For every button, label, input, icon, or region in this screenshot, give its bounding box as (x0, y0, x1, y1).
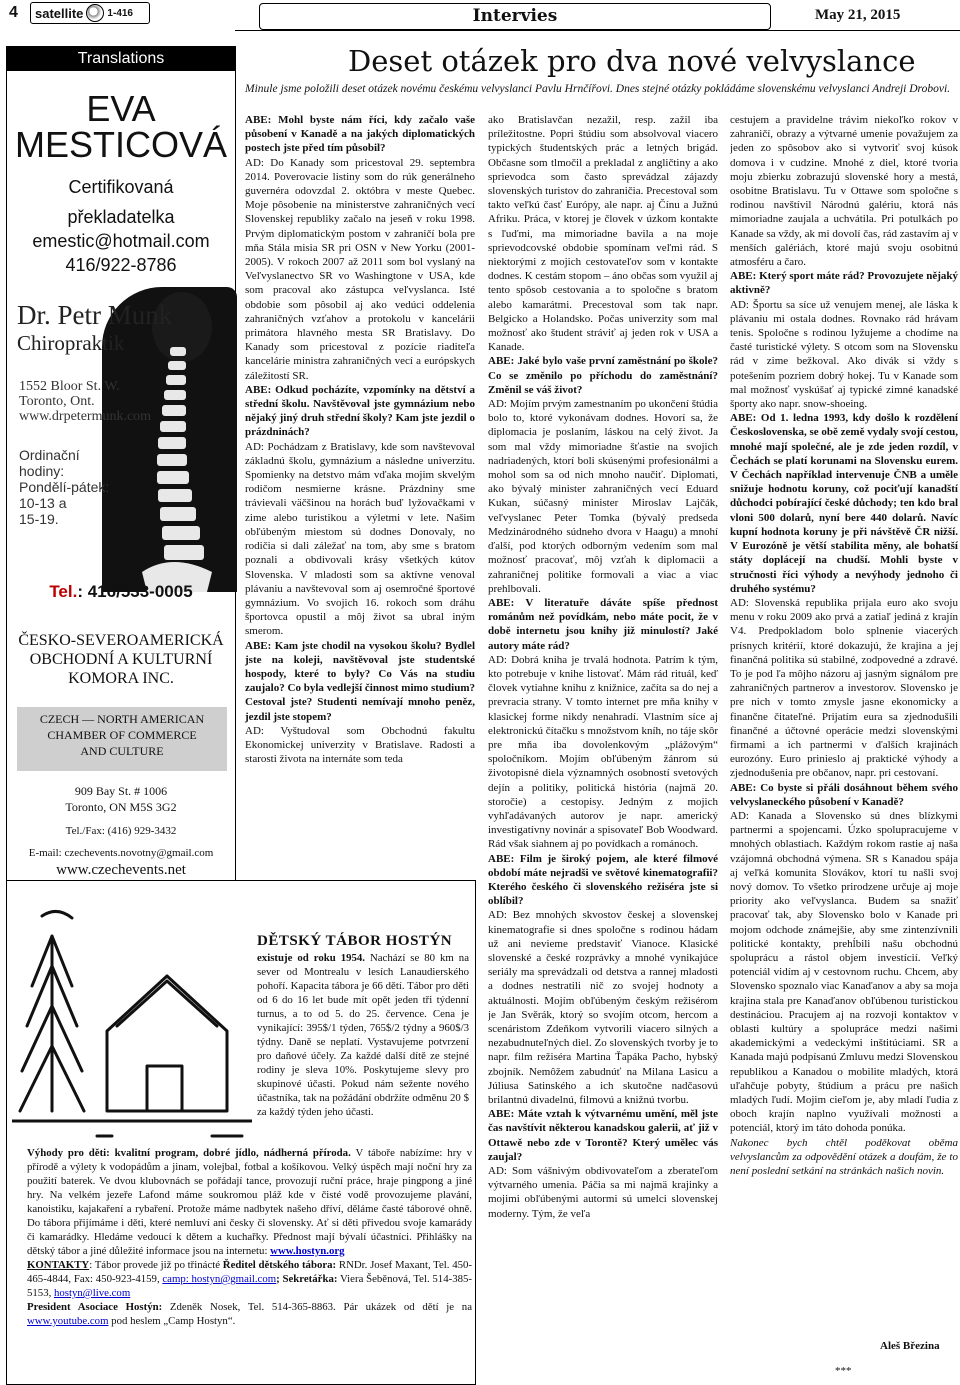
interview-question: ABE: Film je široký pojem, ale které filmové období máte nejradši ve světové kinematografii? Kterého českého či slovenského režiséra jste si oblíbil? (488, 852, 718, 908)
camp-description (257, 951, 469, 1119)
hours-line: hodiny: (19, 463, 65, 479)
doctor-title: Chiropraktik (17, 331, 125, 355)
secretary-text: Viera Šeběnová, Tel. 514-385-5153, (27, 1273, 472, 1299)
interview-question: ABE: Kam jste chodil na vysokou školu? Bydlel jste na koleji, navštěvoval jste studentské hospody, které to byly? Co Vás na studiu zaujalo? Co byla vedlejší činnost mimo studium? Cestoval jste? Studenti nemívají mnoho peněz, jezdil jste stopem? (245, 639, 475, 723)
logo-version: 1-416 (107, 7, 133, 19)
interview-question: ABE: Odkud pocházíte, vzpomínky na dětství a střední školu. Navštěvoval jste gymnázium nebo nějaký jiný druh střední školy? Kam jste jezdil o prázdninách? (245, 383, 475, 439)
translations-tab: Translations (6, 46, 236, 71)
address-line: Toronto, Ont. (19, 394, 95, 409)
secretary-email-link[interactable]: hostyn@live.com (54, 1287, 131, 1299)
translator-name-last: MESTICOVÁ (14, 124, 228, 165)
tel-number: : 416/533-0005 (77, 582, 193, 601)
logo-text: satellite (35, 5, 84, 21)
hours-line: Ordinační (19, 447, 80, 463)
chamber-website[interactable]: www.czechevents.net (56, 862, 186, 878)
translator-phone: 416/922-8786 (65, 255, 177, 275)
translator-name-first: EVA (86, 88, 156, 129)
camp-email-prefix[interactable]: camp: (162, 1273, 192, 1285)
globe-icon (86, 4, 104, 22)
end-stars: *** (835, 1365, 852, 1377)
doctor-phone (7, 582, 235, 602)
camp-email-link[interactable]: hostyn@gmail.com (191, 1273, 277, 1285)
satellite-logo (30, 2, 150, 24)
section-title: Intervies (259, 3, 771, 30)
tel-label: Tel. (49, 582, 78, 601)
article-intro: Minule jsme položili deset otázek novému českému velvyslanci Pavlu Hrnčířovi. Dnes stejné otázky pokládáme slovenskému velvyslanci Andreji Drobovi. (245, 83, 951, 95)
article-column-2 (488, 113, 718, 1378)
address-line: 1552 Bloor St. W. (19, 379, 120, 394)
interview-question: ABE: Od 1. ledna 1993, kdy došlo k rozdělení Československa, se obě země vydaly svojí cestou, mnohé mají společné, ale je zde jeden rozdíl, v Čechách se platí korunami na Slovensku eurem. V Čechách například intervenuje ČNB a uměle snižuje hodnotu koruny, což pociťují kanadští důchodci pobírající české důchody; ten kdo bral vloni 500 dolarů, nyní bere 440 dolarů. Navíc kupní hodnota koruny je při návštěvě ČR nižší. V Eurozóně je větší stabilita měny, ale bohatší státy doplácejí na chudší. Mohli byste v stručnosti říci výhody a nevýhody jednoho či druhého systému? (730, 412, 958, 595)
article-column-3 (730, 113, 958, 1348)
chamber-line: OBCHODNÍ A KULTURNÍ (29, 651, 213, 668)
camp-founded: existuje od roku 1954. (257, 952, 365, 964)
hours-line: 10-13 a (19, 495, 67, 511)
chamber-street: 909 Bay St. # 1006 (74, 784, 168, 798)
issue-date: May 21, 2015 (815, 7, 901, 23)
camp-benefits: Výhody pro děti: kvalitní program, dobré jídlo, nádherná příroda. (27, 1147, 351, 1159)
interview-answer: AD: Pochádzam z Bratislavy, kde som navštevoval základnú školu, gymnázium a následne univerzitu. Spomienky na detstvo mám vďaka mojim skvelým rodičom nesmierne krásne. Prázdniny sme trávievali väčšinou na horách buď lyžovačkami v zime alebo turistikou a výletmi v lete. Našim obľúbeným miestom sú dodnes Donovaly, no rodičia si dali záležať na tom, aby sme s bratom poznali a obdivovali krásy všetkých kútov Slovenska. V mladosti som sa aktívne venoval plávaniu a navštevoval som aj osemročné športové gymnázium. Vo svojich 16. rokoch som dráhu športovca opustil a môj život sa ubral iným smerom. (245, 440, 475, 638)
article-column-1 (245, 113, 475, 883)
camp-web-link[interactable]: www.hostyn.org (270, 1245, 345, 1257)
chamber-en-line: CHAMBER OF COMMERCE (47, 728, 197, 742)
youtube-tail: pod heslem „Camp Hostyn“. (108, 1315, 236, 1327)
director-text: RNDr. Josef Maxant, Tel. 450-465-4844, Fax: 450-923-4159, (27, 1259, 472, 1285)
camp-info (27, 1146, 472, 1328)
president-text: Zdeněk Nosek, Tel. 514-365-8863. Pár ukázek od dětí je na (162, 1301, 472, 1313)
contacts-label: KONTAKTY (27, 1259, 90, 1271)
doctor-address (19, 379, 151, 424)
hours-line: 15-19. (19, 511, 59, 527)
interview-question: ABE: Jaké bylo vaše první zaměstnání po škole? Co se změnilo po příchodu do zaměstnání? Změnil se váš život? (488, 355, 718, 396)
cert-line1: Certifikovaná (68, 177, 174, 197)
camp-drawing (12, 896, 252, 1141)
chamber-email[interactable]: E-mail: czechevents.novotny@gmail.com (28, 847, 214, 859)
interview-answer: AD: Som vášnivým obdivovateľom a zberateľom výtvarného umenia. Páčia sa mi najmä krajinky a mojimi obľúbenými autormi sú umelci slovenskej moderny. Tým, že veľa (488, 1165, 718, 1220)
interview-answer: ako Bratislavčan nezažil, resp. zažil iba príležitostne. Popri štúdiu som absolvoval viacero typických študentských prác a letných brigád. Občasne som tlmočil a prekladal z angličtiny a ako sprievodca som často sprevádzal zájazdy slovenských turistov do zahraničia. Precestoval som takto veľkú časť Európy, ale napr. aj Čínu a Južnú Afriku. Práca, v ktorej je človek v úzkom kontakte s ľuďmi, ma mimoriadne bavila a na moje sprievodcovské obdobie spomínam veľmi rád. S niektorými z mojich cestovateľov som v kontakte dodnes. K cestám stopom – áno občas som využil aj tento spôsob cestovania a to spoločne s bratom alebo kamarátmi. Precestoval som tak napr. Belgicko a Holandsko. Počas univerzity som mal možnosť ako študent stráviť aj jeden rok v USA a Kanade. (488, 114, 718, 354)
youtube-link[interactable]: www.youtube.com (27, 1315, 109, 1327)
interview-question: ABE: V literatuře dáváte spíše přednost románům než povídkám, nebo máte pocit, že v době internetu jsou knihy již minulostí? Jaké autory máte rád? (488, 596, 718, 652)
translator-email[interactable]: emestic@hotmail.com (32, 231, 210, 251)
contacts-text: : Tábor provede již po třinácté (89, 1259, 223, 1271)
chamber-telfax: Tel./Fax: (416) 929-3432 (65, 825, 177, 837)
doctor-name: Dr. Petr Munk (17, 300, 173, 330)
interview-question: ABE: Máte vztah k výtvarnému umění, měl jste čas navštívit některou kanadskou galerii, ať již v Ottawě nebo zde v Torontě? Který umělec vás zaujal? (488, 1108, 718, 1163)
president-label: President Asociace Hostýn: (27, 1301, 163, 1313)
author-signature: Aleš Březina (880, 1340, 940, 1352)
interview-answer: AD: Vyštudoval som Obchodnú fakultu Ekonomickej univerzity v Bratislave. Radosti a starosti života na internáte som teda (245, 724, 475, 766)
chamber-line: ČESKO-SEVEROAMERICKÁ (18, 632, 224, 649)
interview-answer: AD: Mojím prvým zamestnaním po ukončení štúdia bolo to, ktoré vykonávam dodnes. Hovorí sa, že diplomacia je poslaním, láskou na celý život. Ja som mal vždy mimoriadne šťastie na svojich nadriadených, ktorí boli skúsenými profesionálmi a mohol som sa od nich mnoho naučiť. Diplomati, ako bývalý minister zahraničných vecí Eduard Kukan, súčasný minister Miroslav Lajčák, veľvyslanec Peter Tomka (bývalý predseda Medzinárodného súdneho dvora v Haagu) a mnohí ďalší, pod ktorých odborným vedením som mal možnosť pracovať, môj vzťah k diplomacii a zahraničnej politike formovali a viac a viac prehlbovali. (488, 398, 718, 595)
camp-details: Nachází se 80 km na sever od Montrealu v lesích Lanaudierského pohoří. Kapacita tábora je 66 dětí. Tábor pro děti od 6 do 16 let bude mít opět jeden tři týdenní turnus, a to od 5. do 25. července. Cena je vynikající: 395$/1 týden, 765$/2 týdny a 960$/3 týdny. Daně se neplatí. Vystavujeme potvrzení pro daňové účely. Za každé další dítě ze stejné rodiny je sleva 10%. Poskytujeme slevy pro skupinové účasti. Pokud nám sežente nového účastníka, tak na požádání obdržíte odměnu 20 $ za každý týden jeho účasti. (257, 952, 469, 1118)
chamber-en-line: CZECH — NORTH AMERICAN (39, 712, 205, 726)
header-divider (235, 30, 960, 31)
interview-question: ABE: Mohl byste nám říci, kdy začalo vaše působení v Kanadě a na jakých diplomatických postech jste před tím působil? (245, 114, 475, 155)
chamber-city: Toronto, ON M5S 3G2 (65, 800, 177, 814)
secretary-label: ; Sekretářka: (276, 1273, 338, 1285)
chamber-en-line: AND CULTURE (80, 744, 164, 758)
cert-line2: překladatelka (67, 207, 175, 227)
interview-question: ABE: Co byste si přáli dosáhnout během svého velvyslaneckého působení v Kanadě? (730, 781, 958, 808)
interview-question: ABE: Který sport máte rád? Provozujete nějaký aktivně? (730, 270, 958, 297)
director-label: Ředitel dětského tábora: (222, 1259, 337, 1271)
camp-activities: V táboře nabízíme: hry v přírodě a výlety k vodopádům a jinam, volejbal, fotbal a košíkovou. Velký úspěch mají noční hry za použití baterek. Ve dvou klubovnách se pořádají tance, provozují ruční práce, hraje pingpong a jiné hry. Na velkém jezeře Lafond máme soukromou pláž kde v čisté vodě provozujeme plavání, kanoistiku, kajakaření a rybaření. Protože máme nadbytek našeho dříví, děláme časté táborové ohně. Do tábora přijímáme i děti, které nemluví ani česky či slovensky. Ať si děti přivedou svoje kamarády či kamarádky. Hledáme vedoucí k dětem a kuchařky. Přednost mají bývalí účastníci. Přihlášky na dětský tábor a jiné důležité informace jsou na internetu: (27, 1147, 472, 1257)
interview-answer: AD: Bez mnohých skvostov českej a slovenskej kinematografie si dnes spoločne s rodinou hádam už ani nevieme predstaviť Vianoce. Klasické slovenské a české rozprávky a mnohé vynikajúce seriály ma sprevádzali od detstva a rannej mladosti a dodnes nestratili nič zo svojej hodnoty a aktuálnosti. Mojím obľúbeným českým režisérom je Jan Svěrák, ktorý so svojím otcom, hercom a scenáristom Zdeňkom vytvorili viacero silných a nezabudnuteľných diel. Zo slovenských tvorby je to napr. film režiséra Martina Ťapáka Pacho, hybský zbojník. Nemôžem zabudnúť na Milana Lasicu a Júliusa Satinského a ich skutočne nadčasovú brilantnú divadelnú, filmovú a knižnú tvorbu. (488, 909, 718, 1107)
chamber-line: KOMORA INC. (68, 670, 174, 687)
interview-answer: AD: Kanada a Slovensko sú dnes blízkymi partnermi a spojencami. Úzko spolupracujeme v mnohých oblastiach. Každým rokom rastie aj naša vzájomná obchodná výmena. SR s Kanadou spája aj veľká komunita Slovákov, ktorí tu našli svoj nový domov. To všetko prirodzene určuje aj moje priority ako veľvyslanca. Budem sa snažiť pracovať tak, aby Slovensko bolo v Kanade pri mojom odchode známejšie, aby sme zintenzívnili politické kontakty, prehĺbili našu obchodnú spoluprácu a rástol objem investícií. Veľký potenciál vidím aj v cestovnom ruchu. Chcem, aby Slovensko spoznalo viac Kanaďanov a aby sa moja krajina stala pre Kanaďanov obľúbenou turistickou destináciou. Pracujem aj na rozvoji kontaktov v oblasti kultúry a spolupráce medzi našimi akademickými a vedeckými inštitúciami. SR a Kanada majú podpísanú Zmluvu medzi Slovenskou republikou a Kanadou o mobilite mladých, ktorá uľahčuje pobyty, štúdium a prácu pre našich mladých ľudí. Mojim cieľom je, aby mladí ľudia z oboch krajín naplno využívali možnosti a potenciál, ktorý im táto dohoda ponúka. (730, 809, 958, 1135)
chamber-address (7, 783, 235, 815)
interview-answer: cestujem a pravidelne trávim niekoľko rokov v zahraničí, obrazy a výtvarné umenie považujem za jeden zo spôsobov ako si vytvoriť svoj kúsok domova i v cudzine. Mnohé z diel, ktoré tvoria moju zbierku zobrazujú slovenské hory a mestá, osobitne Bratislavu. Tu v Ottawe som spoločne s rodinou navštívil Národnú galériu, ktorá nás mimoriadne zaujala a uchvátila. Pri potulkách po Kanade sa vždy, ak mi dovolí čas, rád zastavím aj v menších galériách, ktoré majú svoju osobitnú atmosféru a čaro. (730, 114, 958, 269)
office-hours (19, 447, 109, 527)
interview-answer: AD: Slovenská republika prijala euro ako svoju menu v roku 2009 ako prvá a zatiaľ jediná z krajín V4. Predpokladom bolo splnenie viacerých prísnych kritérií, ktoré dokazujú, že krajina a jej finančná politika sú stabilné, zodpovedné a zdravé. To je pod ľa môjho názoru aj jasným signálom pre zahraničných partnerov a investorov. Slovensko je pre nich v tomto zmysle jasne ekonomicky a finančne čitateľné. Prijatím eura sa zjednodušili finančné a účtovné operácie medzi slovenskými firmami a ich partnermi v ďalších krajinách eurozóny. Euro prinieslo aj praktické výhody a zjednodušenia pre občanov, napr. pri cestovaní. (730, 596, 958, 780)
camp-ad (6, 880, 476, 1385)
interview-answer: Nakonec bych chtěl poděkovat oběma velvyslancům za odpovědění otázek a doufám, že to není poslední setkání na stránkách našich novin. (730, 1136, 958, 1178)
doctor-website[interactable]: www.drpetermunk.com (19, 409, 152, 424)
camp-title: DĚTSKÝ TÁBOR HOSTÝN (257, 933, 453, 949)
interview-answer: AD: Dobrá kniha je trvalá hodnota. Patrím k tým, kto potrebuje v knihe listovať. Mám rád rituál, keď človek vytiahne knihu z knižnice, začíta sa do nej a prevracia strany. V tomto internet pre mňa knihy v klasickej forme nikdy nenahradí. Vlastním síce aj elektronickú čítačku s množstvom kníh, no táje skôr pre mňa iba dovolenkovým „plážovým“ spoločníkom. Mojím obľúbeným žánrom sú životopisné diela významných osobností svetových dejín a politiky, politická história (najmä 20. storočie) a cestopisy. Jedným z mojich vyhľadávaných autorov je napr. americký investigatívny novinár a spisovateľ Bob Woodward. Rád však siahnem aj po povídkach a románoch. (488, 653, 718, 851)
chamber-name (7, 631, 235, 688)
article-title: Deset otázek pro dva nové velvyslance (348, 44, 916, 78)
hours-line: Pondělí-pátek: (19, 479, 110, 495)
interview-answer: AD: Športu sa síce už venujem menej, ale láska k plávaniu mi ostala dodnes. Rovnako rád hrávam tenis. Spoločne s rodinou lyžujeme a chodíme na časté turistické výlety. S otcom som na Slovensku rád v zime bežkoval. Ako divák si vždy s potešením pozriem dobrý hokej. Tu v Kanade som mal možnosť vyskúšať aj typické zimné kanadské športy ako napr. snow-shoeing. (730, 298, 958, 411)
chamber-english-box (17, 707, 227, 771)
interview-answer: AD: Do Kanady som pricestoval 29. septembra 2014. Poverovacie listiny som do rúk generálneho guvernéra odovzdal 2. októbra v meste Quebec. Moje pôsobenie na ministerstve zahraničných vecí Slovenskej republiky začalo na jeseň v roku 1998. Prvým diplomatickým postom v zahraničí bola pre mňa Stála misia SR pri OSN v New Yorku (2001-2005). V rokoch 2007 až 2011 som bol vyslaný na Veľvyslanectvo SR vo Washingtone v USA, kde som pracoval ako zástupca veľvyslanca. Isté obdobie som pôsobil aj ako vedúci oddelenia zahraničných vzťahov a protokolu v kancelárii primátora hlavného mesta SR Bratislavy. Do Kanady som pricestoval z pozície riaditeľa kancelárie ministra zahraničných vecí a európskych záležitostí SR. (245, 156, 475, 382)
sidebar-ads (6, 46, 236, 881)
page-number: 4 (9, 4, 18, 21)
